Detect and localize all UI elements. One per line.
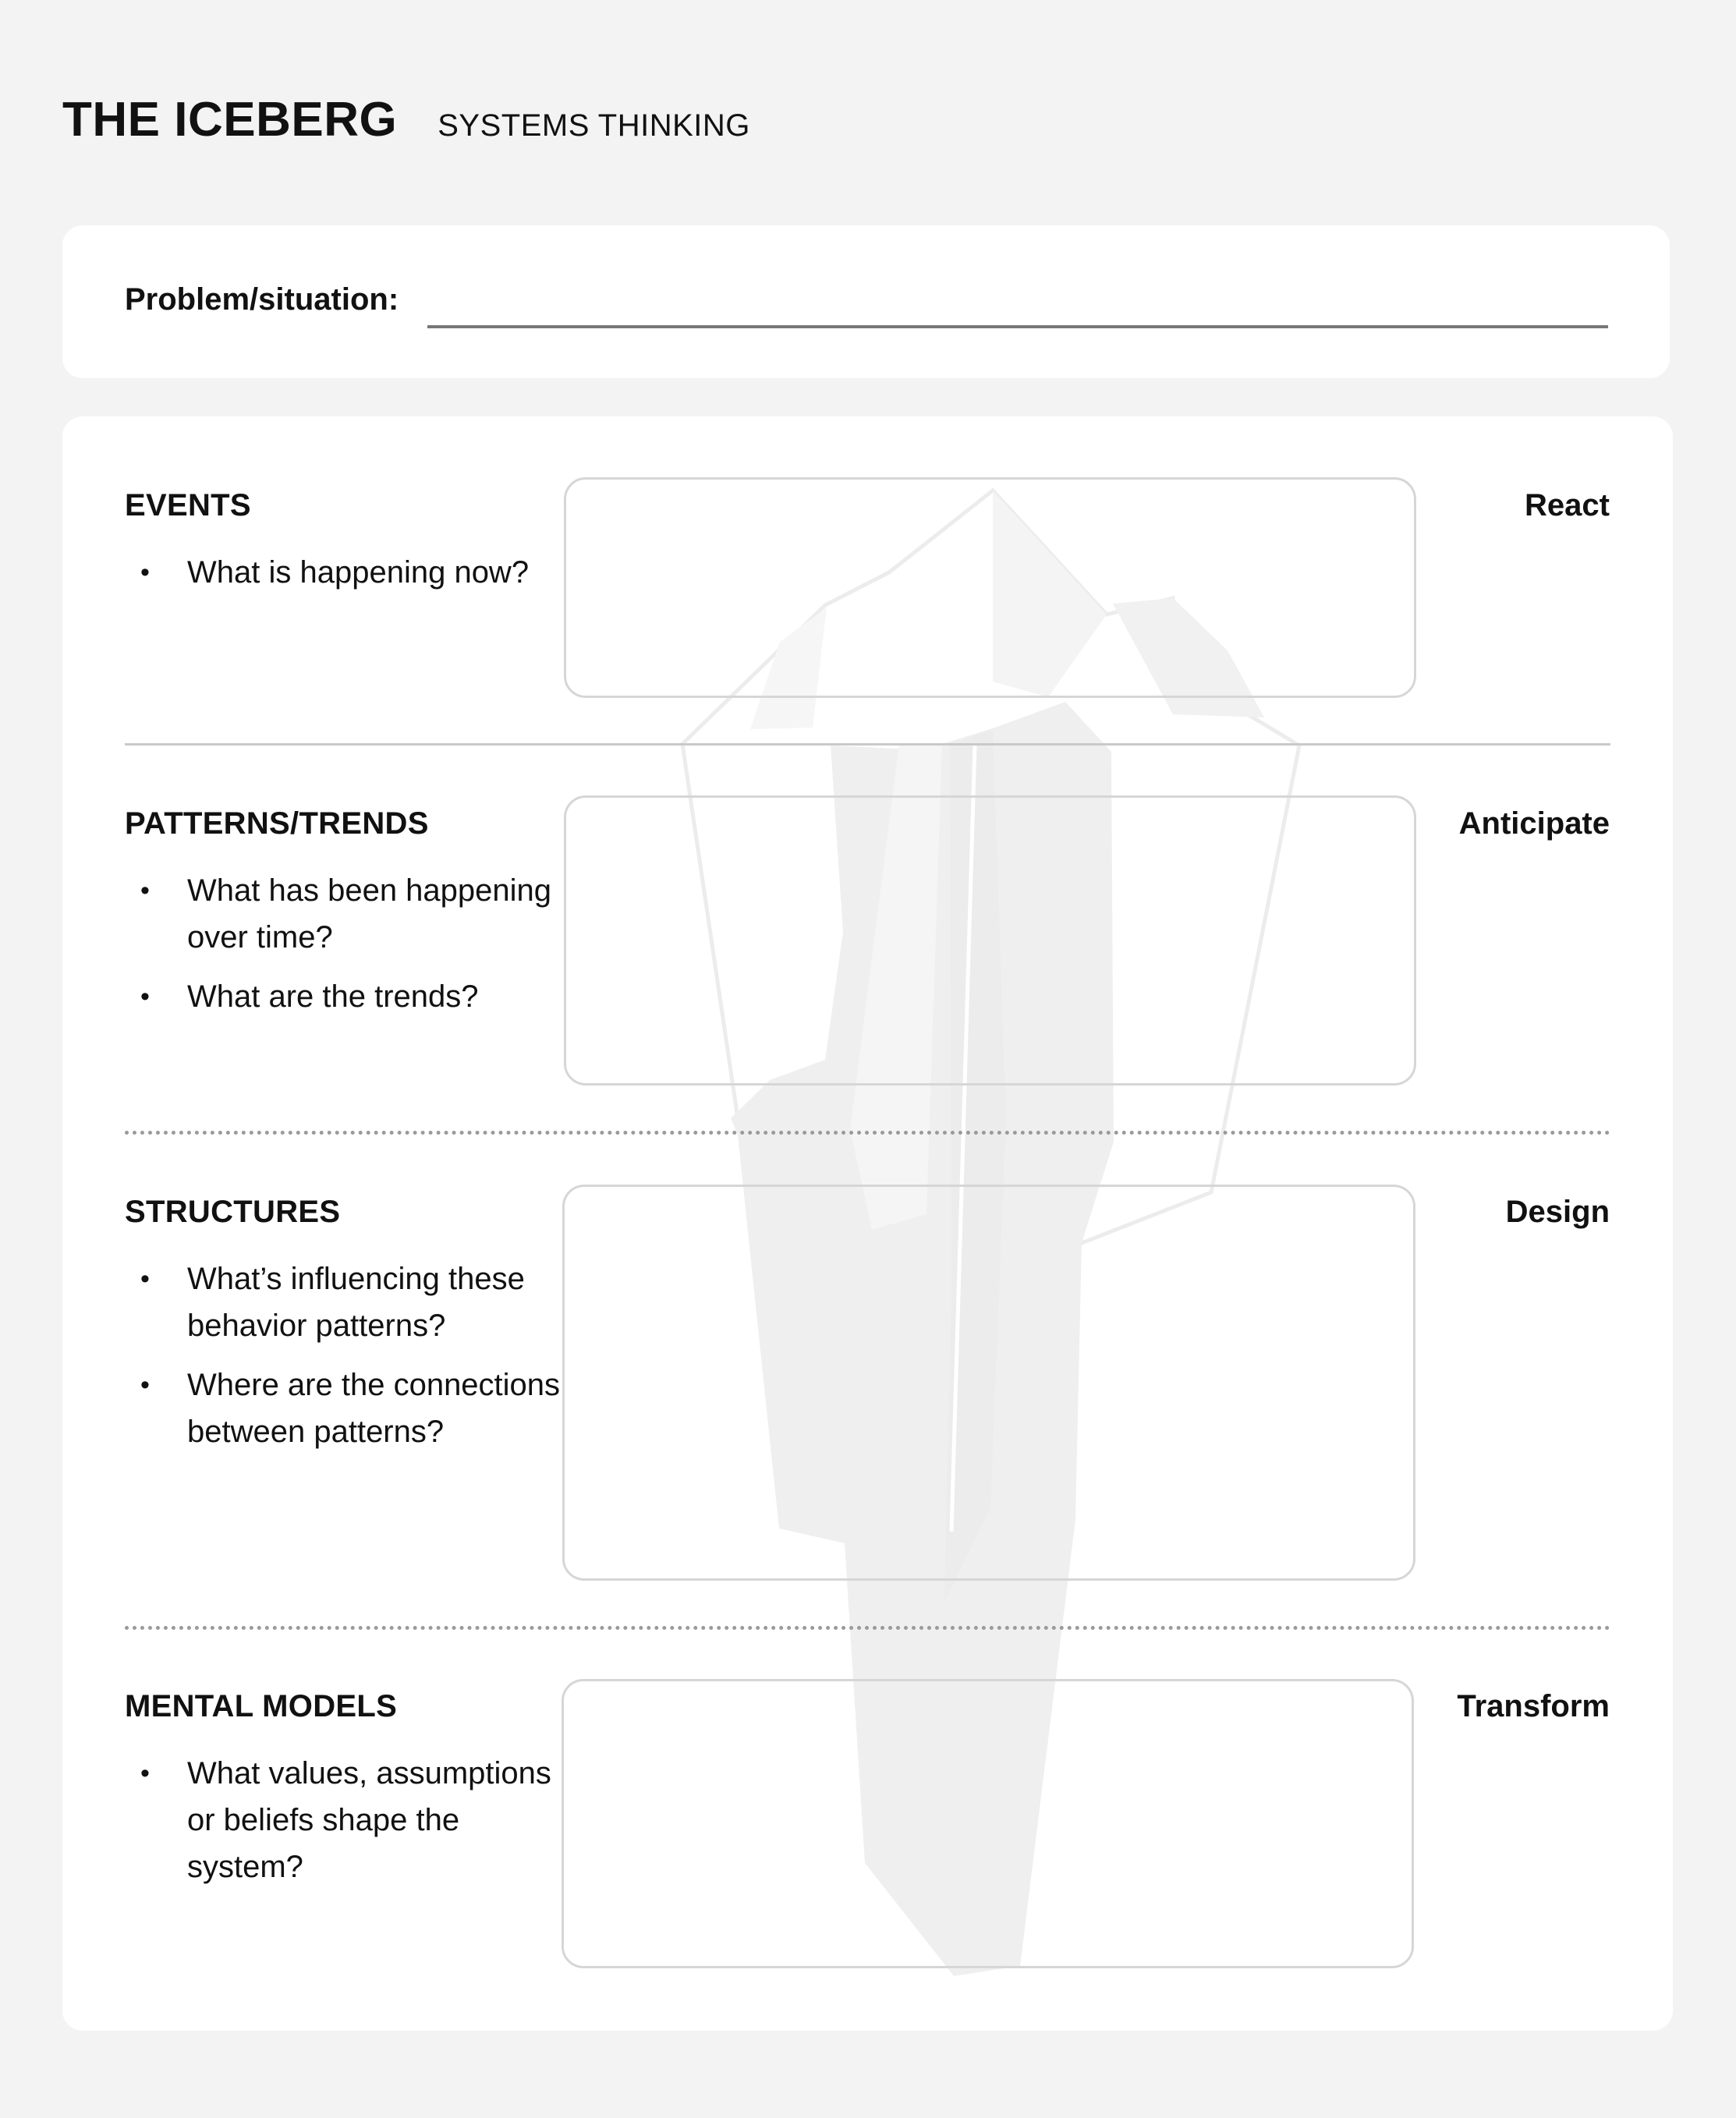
question-item: • What values, assumptions or beliefs shape the system?	[140, 1750, 577, 1890]
page-title: THE ICEBERG	[62, 93, 398, 147]
page-header	[62, 92, 750, 147]
questions-mental-models	[140, 1750, 577, 1903]
row-action-anticipate: Anticipate	[1458, 806, 1610, 841]
question-item: • Where are the connections between patterns?	[140, 1362, 577, 1455]
answer-box-structures[interactable]	[562, 1185, 1415, 1581]
page-subtitle: SYSTEMS THINKING	[438, 108, 750, 143]
dotted-divider-2	[125, 1626, 1610, 1630]
questions-patterns	[140, 867, 577, 1032]
row-heading-events: EVENTS	[125, 488, 251, 522]
row-action-react: React	[1525, 488, 1610, 522]
row-heading-patterns: PATTERNS/TRENDS	[125, 806, 429, 841]
row-heading-mental-models: MENTAL MODELS	[125, 1689, 398, 1723]
questions-structures	[140, 1256, 577, 1468]
problem-card	[62, 225, 1670, 378]
questions-events	[140, 549, 577, 608]
row-heading-structures: STRUCTURES	[125, 1195, 341, 1229]
answer-box-events[interactable]	[564, 477, 1416, 698]
question-item: • What has been happening over time?	[140, 867, 577, 961]
answer-box-patterns[interactable]	[564, 795, 1416, 1086]
answer-box-mental-models[interactable]	[562, 1679, 1414, 1968]
iceberg-card	[62, 416, 1673, 2031]
problem-label: Problem/situation:	[125, 282, 399, 317]
dotted-divider-1	[125, 1131, 1610, 1135]
question-item: • What is happening now?	[140, 549, 577, 596]
question-item: • What are the trends?	[140, 973, 577, 1020]
water-line-divider	[125, 743, 1610, 746]
row-action-design: Design	[1505, 1195, 1610, 1229]
problem-input-line[interactable]	[427, 325, 1608, 328]
question-item: • What’s influencing these behavior patterns?	[140, 1256, 577, 1349]
row-action-transform: Transform	[1457, 1689, 1610, 1723]
